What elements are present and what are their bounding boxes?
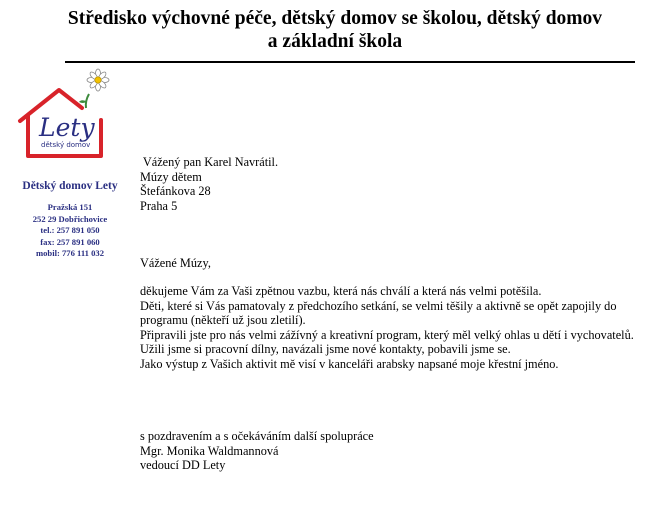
sender-contact-block	[5, 180, 135, 260]
signatory-title: vedoucí DD Lety	[140, 458, 226, 472]
recipient-address	[140, 155, 278, 213]
body-line: Děti, které si Vás pamatovaly z předchozího setkání, se velmi těšily a aktivně se opět zapojily do	[140, 298, 617, 313]
phone: tel.: 257 891 050	[40, 225, 100, 236]
signatory-name: Mgr. Monika Waldmannová	[140, 443, 279, 458]
address-street: Pražská 151	[47, 202, 93, 212]
body-line: děkujeme Vám za Vaši zpětnou vazbu, která nás chválí a která nás velmi potěšila.	[140, 284, 542, 298]
logo-subtext: dětský domov	[41, 141, 91, 149]
closing-line: s pozdravením a s očekáváním další spolupráce	[140, 429, 374, 443]
recipient-line: Vážený pan Karel Navrátil.	[140, 155, 279, 169]
recipient-line: Praha 5	[140, 198, 178, 213]
mobile: mobil: 776 111 032	[35, 248, 105, 259]
letter-body	[140, 284, 634, 371]
fax: fax: 257 891 060	[40, 236, 100, 247]
logo-wordmark: Lety	[39, 113, 95, 142]
title-line-2: a základní škola	[267, 31, 403, 52]
body-line: Jako výstup z Vašich aktivit mě visí v kanceláři arabsky napsané moje křestní jméno.	[140, 356, 559, 371]
recipient-line: Múzy dětem	[140, 169, 202, 184]
org-name: Dětský domov Lety	[22, 180, 118, 192]
letter-closing	[140, 429, 374, 473]
body-line: Připravili jste pro nás velmi zážívný a kreativní program, který měl velký ohlas u dětí i vychovatelů.	[140, 327, 634, 342]
title-line-1: Středisko výchovné péče, dětský domov se školou, dětský domov	[67, 8, 603, 29]
body-line: Užili jsme si pracovní dílny, navázali jsme nové kontakty, pobavili jsme se.	[140, 342, 511, 356]
recipient-line: Štefánkova 28	[140, 184, 211, 198]
salutation: Vážené Múzy,	[140, 256, 211, 270]
header-divider	[65, 61, 635, 63]
address-city: 252 29 Dobřichovice	[32, 213, 108, 224]
page-title	[40, 7, 630, 53]
house-flower-logo-icon	[15, 68, 115, 163]
body-line: programu (někteří už jsou zletilí).	[140, 313, 306, 327]
lety-logo	[15, 68, 115, 163]
